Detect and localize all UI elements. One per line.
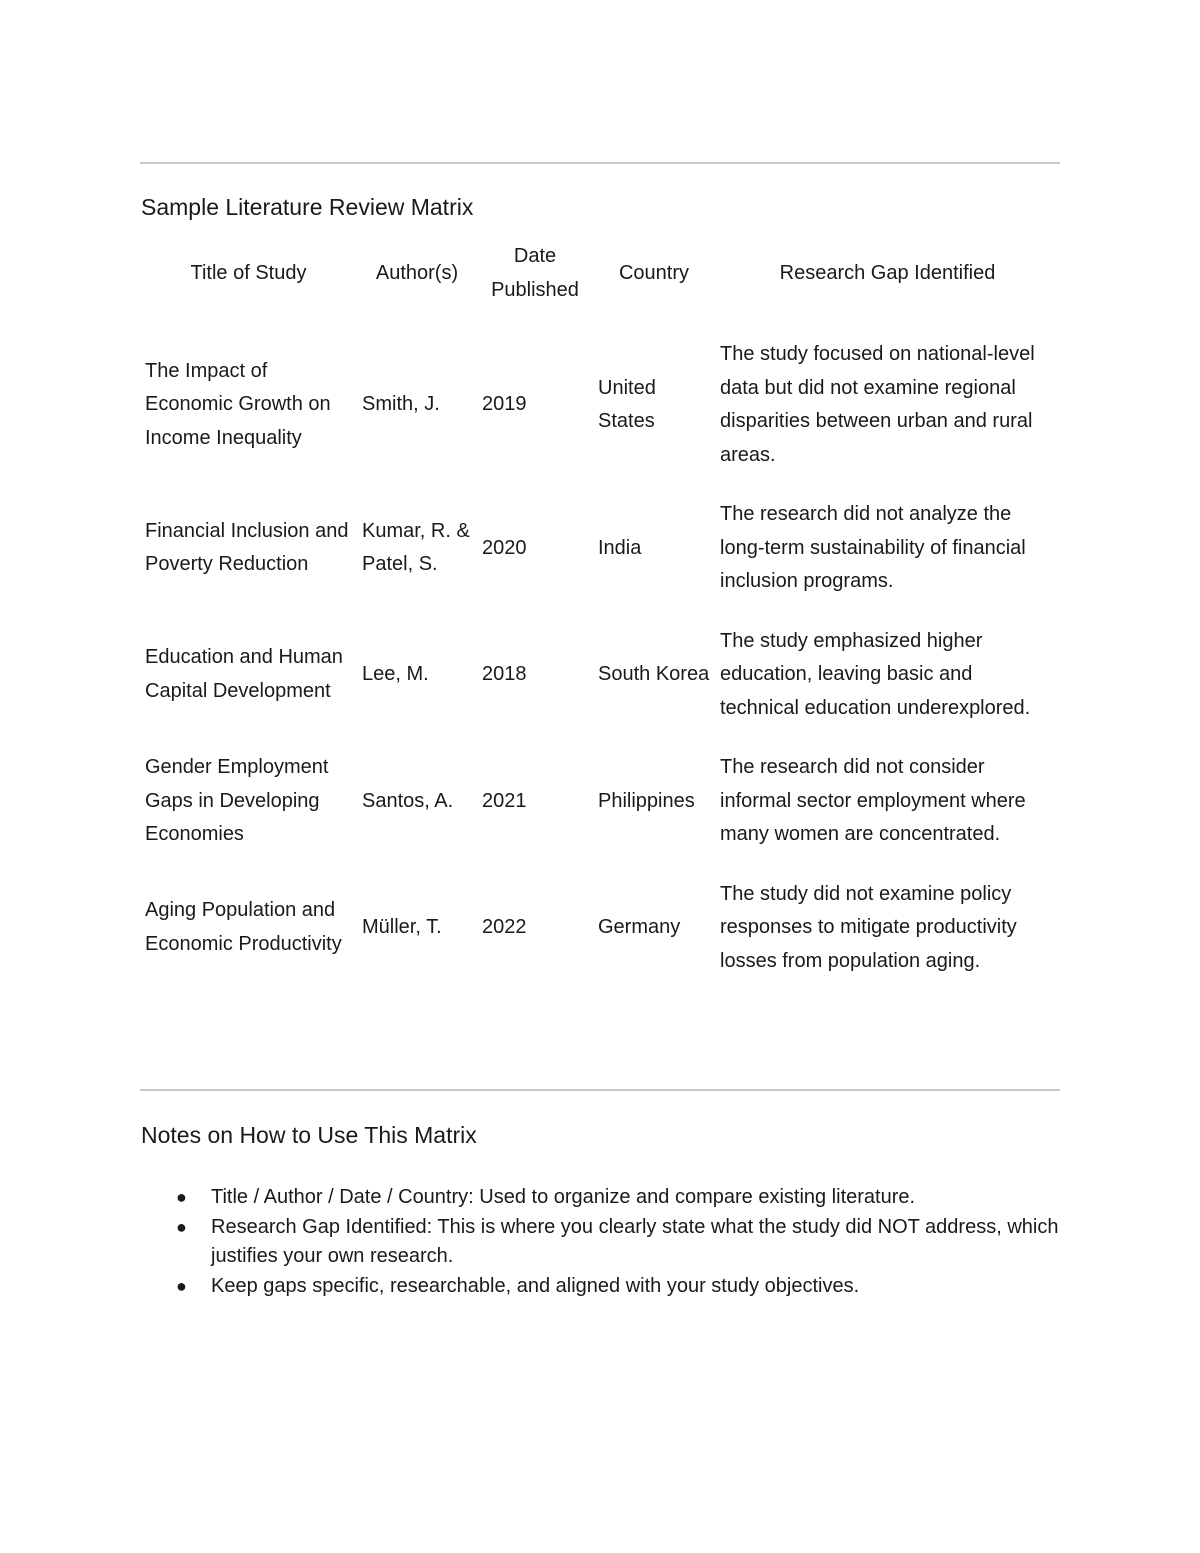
cell-country: United States	[598, 376, 656, 432]
cell-gap: The research did not consider informal sector employment where many women are concentrated.	[720, 756, 1026, 845]
cell-date: 2021	[482, 789, 527, 812]
cell-title: Gender Employment Gaps in Developing Economies	[145, 756, 329, 845]
bullet-icon: ●	[176, 1276, 187, 1296]
cell-date: 2022	[482, 916, 527, 938]
cell-title: Financial Inclusion and Poverty Reduction	[145, 519, 349, 576]
cell-gap: The study focused on national-level data but did not examine regional disparities between urban and rural areas.	[720, 343, 1035, 466]
notes-title: Notes on How to Use This Matrix	[141, 1122, 477, 1148]
table-row	[140, 738, 1060, 865]
header-date: Date Published	[491, 245, 579, 301]
note-text: Research Gap Identified: This is where you clearly state what the study did NOT address, which justifies your own research.	[211, 1216, 1059, 1267]
cell-title: Aging Population and Economic Productivity	[145, 899, 342, 955]
cell-title: The Impact of Economic Growth on Income Inequality	[145, 359, 331, 449]
table-row	[140, 485, 1060, 612]
table-row	[140, 865, 1060, 992]
list-item	[176, 1272, 1111, 1301]
cell-authors: Lee, M.	[362, 663, 429, 685]
top-divider	[140, 162, 1060, 164]
bullet-icon: ●	[176, 1187, 187, 1207]
cell-country: South Korea	[598, 663, 710, 685]
notes-list	[140, 1183, 1111, 1302]
table-row	[140, 612, 1060, 739]
cell-authors: Santos, A.	[362, 789, 454, 812]
header-gap: Research Gap Identified	[779, 261, 996, 284]
cell-country: Philippines	[598, 789, 695, 812]
cell-date: 2018	[482, 663, 527, 685]
cell-title: Education and Human Capital Development	[145, 646, 343, 702]
cell-country: Germany	[598, 916, 681, 938]
cell-date: 2019	[482, 393, 527, 416]
cell-authors: Smith, J.	[362, 393, 440, 416]
header-country: Country	[618, 261, 690, 284]
literature-review-table	[140, 236, 1060, 991]
note-text: Keep gaps specific, researchable, and aligned with your study objectives.	[211, 1275, 860, 1297]
cell-gap: The study emphasized higher education, leaving basic and technical education underexplored.	[720, 629, 1031, 719]
list-item	[176, 1213, 1111, 1271]
table-row	[140, 325, 1060, 485]
bottom-divider	[140, 1089, 1060, 1091]
cell-date: 2020	[482, 536, 527, 559]
header-authors: Author(s)	[375, 261, 459, 284]
header-title: Title of Study	[190, 261, 307, 284]
cell-authors: Müller, T.	[362, 916, 442, 938]
table-header-row	[140, 236, 1060, 325]
cell-gap: The study did not examine policy responses to mitigate productivity losses from population aging.	[720, 882, 1017, 972]
bullet-icon: ●	[176, 1217, 187, 1237]
cell-country: India	[598, 536, 642, 559]
matrix-title: Sample Literature Review Matrix	[141, 194, 474, 220]
note-text: Title / Author / Date / Country: Used to organize and compare existing literature.	[211, 1186, 916, 1208]
cell-authors: Kumar, R. & Patel, S.	[362, 519, 470, 576]
list-item	[176, 1183, 1111, 1212]
cell-gap: The research did not analyze the long-term sustainability of financial inclusion programs.	[720, 503, 1026, 592]
